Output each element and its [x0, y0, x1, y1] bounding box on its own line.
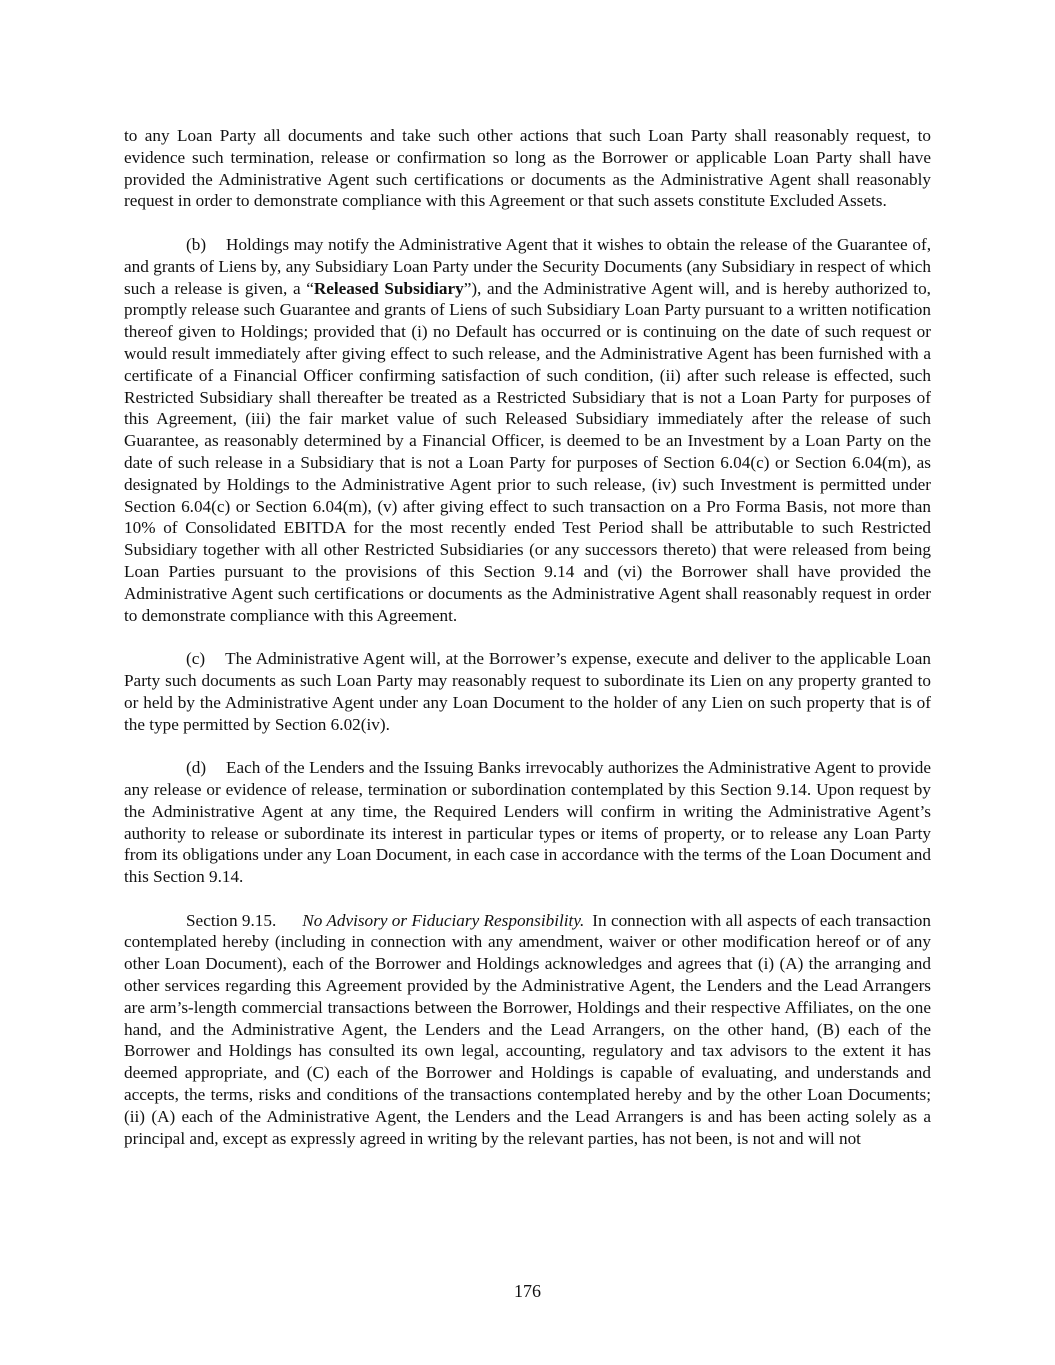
paragraph-text: Holdings may notify the Administrative Agent that it wishes to obtain the release of the Guarantee of, and grants of Liens by, any Subsidiary Loan Party under the Security Documents (any Subsidiary in respect of which such a release is given, a “ [124, 234, 931, 298]
clause-label: (d) [186, 758, 207, 778]
section-title: No Advisory or Fiduciary Responsibility. [302, 910, 585, 930]
section-number: Section 9.15. [186, 910, 277, 930]
defined-term: Released Subsidiary [313, 278, 464, 298]
paragraph-text: The Administrative Agent will, at the Borrower’s expense, execute and deliver to the applicable Loan Party such documents as such Loan Party may reasonably request to subordinate its Lien on any property granted to or held by the Administrative Agent under any Loan Document to the holder of any Lien on such property that is of the type permitted by Section 6.02(iv). [124, 649, 931, 734]
paragraph-text: In connection with all aspects of each transaction contemplated hereby (including in connection with any amendment, waiver or other modification hereof or of any other Loan Document), each of the Borrower and Holdings acknowledges and agrees that (i) (A) the arranging and other services regarding this Agreement provided by the Administrative Agent, the Lenders and the Lead Arrangers are arm’s-length commercial transactions between the Borrower, Holdings and their respective Affiliates, on the one hand, and the Administrative Agent, the Lenders and the Lead Arrangers, on the other hand, (B) each of the Borrower and Holdings has consulted its own legal, accounting, regulatory and tax advisors to the extent it has deemed appropriate, and (C) each of the Borrower and Holdings is capable of evaluating, and understands and accepts, the terms, risks and conditions of the transactions contemplated hereby and by the other Loan Documents; (ii) (A) each of the Administrative Agent, the Lenders and the Lead Arrangers is and has been acting solely as a principal and, except as expressly agreed in writing by the relevant parties, has not been, is not and will not [124, 910, 931, 1148]
paragraph-b [124, 234, 931, 626]
page-number: 176 [514, 1281, 541, 1301]
clause-label: (c) [186, 649, 206, 669]
clause-label: (b) [186, 234, 207, 254]
paragraph-text: to any Loan Party all documents and take such other actions that such Loan Party shall reasonably request, to evidence such termination, release or confirmation so long as the Borrower or applicable Loan Party shall have provided the Administrative Agent such certifications or documents as the Administrative Agent shall reasonably request in order to demonstrate compliance with this Agreement or that such assets constitute Excluded Assets. [124, 126, 931, 211]
paragraph-text: Each of the Lenders and the Issuing Banks irrevocably authorizes the Administrative Agent to provide any release or evidence of release, termination or subordination contemplated by this Section 9.14. Upon request by the Administrative Agent at any time, the Required Lenders will confirm in writing the Administrative Agent’s authority to release or subordinate its interest in particular types or items of property, or to release any Loan Party from its obligations under any Loan Document, in each case in accordance with the terms of the Loan Document and this Section 9.14. [124, 758, 931, 887]
document-body [124, 125, 931, 1171]
paragraph-d [124, 757, 931, 888]
paragraph-text: ”), and the Administrative Agent will, and is hereby authorized to, promptly release such Guarantee and grants of Liens of such Subsidiary Loan Party pursuant to a written notification thereof given to Holdings; provided that (i) no Default has occurred or is continuing on the date of such request or would result immediately after giving effect to such release, and the Administrative Agent has been furnished with a certificate of a Financial Officer confirming satisfaction of such condition, (ii) after such release is effected, such Restricted Subsidiary shall thereafter be treated as a Restricted Subsidiary that is not a Loan Party for purposes of this Agreement, (iii) the fair market value of such Released Subsidiary immediately after the release of such Guarantee, as reasonably determined by a Financial Officer, is deemed to be an Investment by a Loan Party on the date of such release in a Subsidiary that is not a Loan Party for purposes of Section 6.04(c) or Section 6.04(m), as designated by Holdings to the Administrative Agent prior to such release, (iv) such Investment is permitted under Section 6.04(c) or Section 6.04(m), (v) after giving effect to such transaction on a Pro Forma Basis, not more than 10% of Consolidated EBITDA for the most recently ended Test Period shall be attributable to such Restricted Subsidiary together with all other Restricted Subsidiaries (or any successors thereto) that were released from being Loan Parties pursuant to the provisions of this Section 9.14 and (vi) the Borrower shall have provided the Administrative Agent such certifications or documents as the Administrative Agent shall reasonably request in order to demonstrate compliance with this Agreement. [124, 278, 931, 625]
paragraph-c [124, 648, 931, 735]
paragraph-continued [124, 125, 931, 212]
section-9-15 [124, 910, 931, 1150]
